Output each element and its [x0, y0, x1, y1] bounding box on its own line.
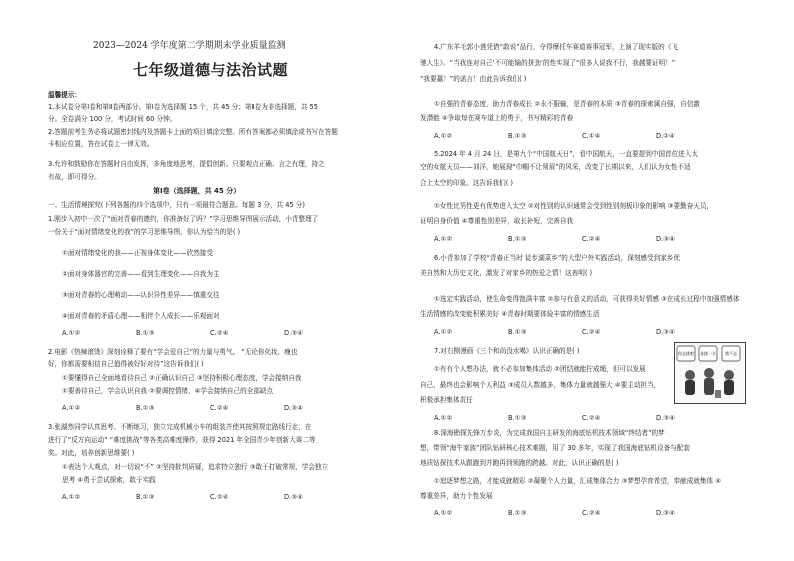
answer-d: D.③④ — [284, 404, 303, 412]
answer-a: A.①② — [434, 132, 453, 140]
question-option: 思考 ④勇于尝试探索，敢于实践 — [62, 476, 156, 484]
answer-d: D.③④ — [284, 493, 303, 501]
question-stem: 6.小青参加了学校“青春正当时 徒步湖菜乡”的大型户外实践活动，深刻感受到家乡优 — [434, 254, 680, 262]
answer-c: C.②④ — [210, 404, 229, 412]
bubble-text: 各挑一半 — [700, 351, 716, 356]
question-stem: 4.广东羊毛郭小莲凭借“敢说”品行，夺得摩托车赛道赛事冠军，上演了现实版的《飞 — [434, 43, 678, 51]
question-option: ①女性比男性更有优势进入太空 ②对性别的认识通常会受到性别刻板印象的影响 ③要勤奋天员， — [434, 202, 714, 210]
answer-c: C.②④ — [582, 509, 601, 517]
answer-b: B.①③ — [136, 404, 155, 412]
question-option: ④面对青春的矛盾心理——相伴个人成长——乐观面对 — [62, 312, 220, 320]
notice-line: 分。全卷满分 100 分，考试时间 60 分钟。 — [48, 115, 177, 123]
cartoon-icon — [675, 343, 745, 403]
question-stem: 一份关于“面对情绪变化的我”的学习思维导图，你认为恰当的是( ) — [48, 228, 241, 236]
question-option: 证明自身价值 ④尊重性别差异，取长补短，完善自我 — [420, 217, 574, 225]
question-option: 积极承担集体责任 — [420, 396, 473, 404]
answer-d: D.③④ — [284, 329, 303, 337]
question-stem: 美自然和大历史文化，激发了对家乡的热爱之情！这表明( ) — [420, 269, 593, 277]
question-stem: 1.刚步入初中一次了“面对青春的邀约，你准备好了吗？”学习思维导图展示活动，小青整理了 — [48, 215, 319, 223]
answer-c: C.②④ — [210, 329, 229, 337]
question-stem: 2.电影《热辣滚烫》深刻诠释了要有“学会爱自己”的力量与勇气。 “无论你化妆，瘦也 — [48, 348, 298, 356]
notice-line: 有故，即可得分。 — [48, 173, 101, 181]
answer-c: C.①④ — [582, 132, 601, 140]
question-option: ①有有个人想办法，就不必参加集体活动 ②团结就能拧成绳，但可以发展 — [434, 365, 646, 373]
notice-line: 3.允许和鼓励你在答题时自由发挥，多角度地思考，提倡创新。只要观点正确、言之有理，持之 — [48, 160, 325, 168]
bubble-text: 你去挑吧 — [678, 351, 694, 356]
answer-d: D.③④ — [656, 235, 675, 243]
answer-d: D.③④ — [656, 509, 675, 517]
answer-c: C.②④ — [582, 328, 601, 336]
question-stem: 合上太空的印象。这告诉我们( ) — [420, 179, 513, 187]
answer-a: A.①② — [62, 493, 81, 501]
answer-b: B.①③ — [136, 329, 155, 337]
answer-d: D.②④ — [656, 132, 675, 140]
question-option: ①要懂得自己全面地看待自己 ②正确认识自己 ③坚持积极心理态度，学会接纳自我 — [62, 374, 302, 382]
question-stem: 奖。对此，培养创新思维要( ) — [48, 449, 135, 457]
question-option: ②面对身体器官的完善——看到生理变化——自我为主 — [62, 270, 220, 278]
question-stem: 3.张湖然同学认真思考、不断练习，独立完成机械小车的组装并使其按照规定路线行走，在 — [48, 423, 312, 431]
question-option: ①面对情绪变化的我——正视身体变化——欣然接受 — [62, 249, 213, 257]
answer-b: B.①③ — [508, 509, 527, 517]
notice-line: 1.本试卷分第Ⅰ卷和第Ⅱ卷两部分。第Ⅰ卷为选择题 15 个，共 45 分；第Ⅱ卷为非选择题，共 55 — [48, 103, 318, 111]
question-option: ①要善待自己，学会认识自我 ②要调控情绪，④学会接纳自己的全部缺点 — [62, 387, 274, 395]
cartoon-monks-illustration — [674, 342, 746, 404]
answer-b: B.①③ — [508, 328, 527, 336]
right-column — [410, 0, 790, 561]
question-option: 尊重差异，助力个性发展 — [420, 492, 493, 500]
question-option: ①选定实践活动，使生命变得饱满丰富 ②参与有意义的活动，可获得美好情感 ③在成长过程中加强情感体 — [434, 295, 740, 303]
part1-instruction: 一、生活情境探究(下列各题的四个选项中，只有一项最符合题意。每题 3 分，共 45 分) — [48, 201, 305, 209]
exam-title: 七年级道德与法治试题 — [133, 61, 289, 79]
answer-a: A.①② — [62, 329, 81, 337]
question-stem: 地质钻探技术从跟跑到并跑再到领跑的跨越。对此，认识正确的是( ) — [420, 459, 619, 467]
answer-a: A.①② — [62, 404, 81, 412]
question-stem: 好，你都需要相信自己值得被好好对待”这告诉我们( ) — [48, 360, 204, 368]
answer-d: D.③④ — [656, 414, 675, 422]
question-option: ③面对青春的心理萌动——认识异性差异——慎重交往 — [62, 291, 220, 299]
question-option: ①自强的青春态度，助力青春成长 ②永不服输，是青春的本质 ③青春的探索属自强，自信激 — [434, 100, 700, 108]
part1-heading: 第Ⅰ卷（选择题，共 45 分） — [153, 187, 241, 195]
left-column — [0, 0, 380, 561]
notice-heading: 温馨提示： — [48, 91, 81, 99]
bubble-text: 我不去 — [725, 351, 737, 356]
question-stem: 进行了“反方向运动” “难度挑战”等各类高难度操作，获得 2021 年全国青少年创新大赛二等 — [48, 436, 316, 444]
answer-c: C.②④ — [210, 493, 229, 501]
question-stem: 8.深海勘探先锋万步炎，为完成我国自主研发的海底钻机技术领域“终结者”的梦 — [434, 429, 665, 437]
year-line: 2023—2024 学年度第二学期期末学业质量监测 — [93, 41, 286, 51]
answer-b: B.①③ — [136, 493, 155, 501]
question-stem: 想，带领“海牛家族”团队钻研核心技术难题，用了 30 多年，实现了我国海底钻机设备与配套 — [420, 444, 690, 452]
notice-line: 卡相应位置，答在试卷上一律无效。 — [48, 140, 154, 148]
answer-d: D.③④ — [656, 328, 675, 336]
question-option: ①追逐梦想之路，才能成就精彩 ②凝聚个人力量，汇成集体合力 ③梦想孕育希望，奉献成就集体 ④ — [434, 477, 722, 485]
question-stem: 7.对右侧漫画《三个和尚没水喝》认识正确的是( ) — [434, 347, 580, 355]
notice-line: 2.答题前考生务必将试题密封线内及答题卡上面的项目填涂完整。所有答案都必须填涂或书写在答题 — [48, 128, 338, 136]
answer-a: A.①② — [434, 414, 453, 422]
answer-a: A.①② — [434, 509, 453, 517]
answer-b: B.①③ — [508, 235, 527, 243]
answer-b: B.①③ — [508, 132, 527, 140]
answer-b: B.①③ — [508, 414, 527, 422]
question-option: 生活情感的改变能积累美好 ④青春时期要体验丰富的情感生活 — [420, 310, 600, 318]
answer-a: A.①② — [434, 235, 453, 243]
question-option: 发潜能 ④争取每在赛车道上的勇于，书写精彩的青春 — [420, 114, 574, 122]
answer-c: C.②④ — [582, 235, 601, 243]
answer-c: C.②④ — [582, 414, 601, 422]
question-stem: 驰人生》。“当我连对自己‘不可能输的拼劲’的性实现了“很多人说我不行，我越要证明！” — [420, 59, 676, 67]
question-option: 自己，最终也会影响个人利益 ③成员人数越多，集体力量就越强大 ④要主动担当， — [420, 381, 661, 389]
question-stem: 5.2024 年 4 月 24 日，是第九个“中国航天日”，看中国航天，一直要提到中国首位进入太 — [434, 150, 698, 158]
answer-a: A.①② — [434, 328, 453, 336]
question-stem: 空的女航天员——刘洋，她展现“巾帼不让须眉”的风采，改变了长期以来，人们认为女性不适 — [420, 163, 691, 171]
question-stem: “我要赢！”的诺言！由此告诉我们( ) — [420, 75, 527, 83]
question-option: ①表达个人观点，对一切说“不” ②坚持批判质疑，追求特立独行 ③敢于打破常规，学会独立 — [62, 463, 329, 471]
